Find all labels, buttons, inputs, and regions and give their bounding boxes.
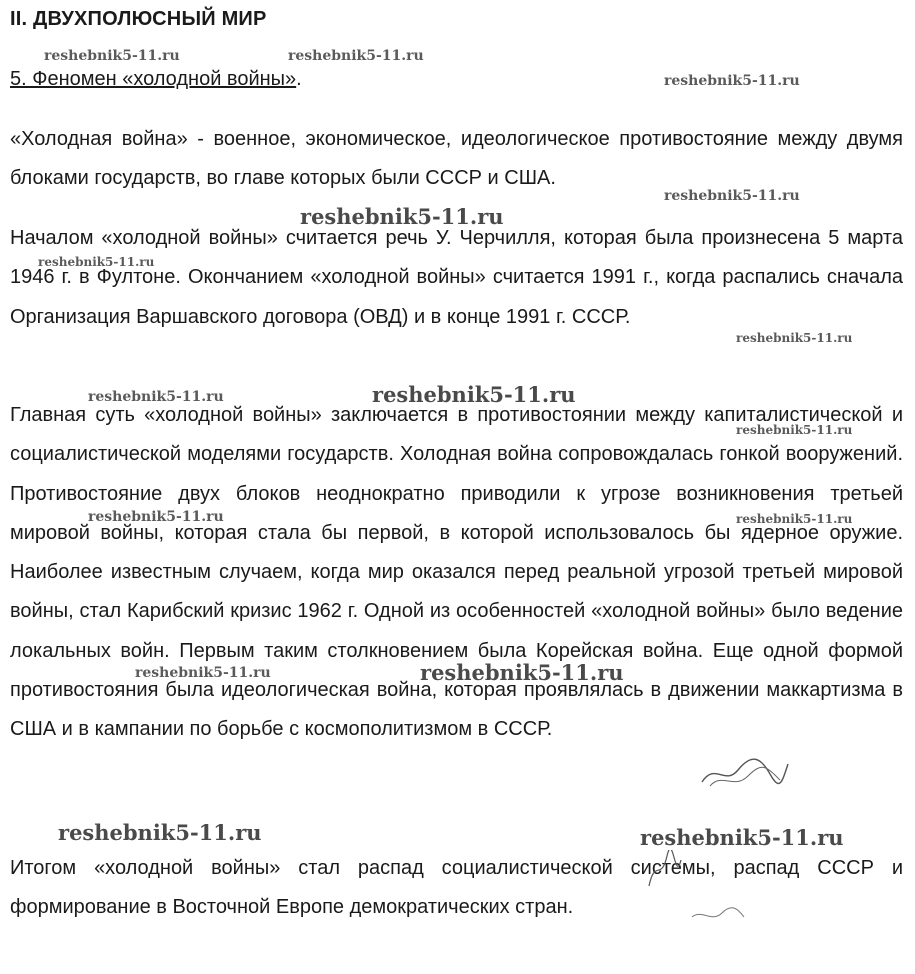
paragraph-definition: «Холодная война» - военное, экономическое, идеологическое противостояние между двумя блоками государств, во главе которых были СССР и США.: [10, 128, 903, 190]
watermark: reshebnik5-11.ru: [736, 512, 853, 526]
paragraph-essence: Главная суть «холодной войны» заключается в противостоянии между капиталистической и социалистической моделями государств. Холодная война сопровождалась гонкой вооружений. Противостояние двух блоков неоднократно приводили к угрозе возникновения третьей мировой войны, которая стала бы первой, в которой использовалось бы ядерное оружие. Наиболее известным случаем, когда мир оказался перед реальной угрозой третьей мировой войны, стал Карибский кризис 1962 г. Одной из особенностей «холодной войны» было ведение локальных войн. Первым таким столкновением была Корейская война. Еще одной формой противостояния была идеологическая война, которая проявлялась в движении маккартизма в США и в кампании по борьбе с космополитизмом в СССР.: [10, 404, 903, 741]
watermark: reshebnik5-11.ru: [372, 382, 576, 407]
watermark: reshebnik5-11.ru: [288, 48, 424, 64]
watermark: reshebnik5-11.ru: [664, 73, 800, 89]
paragraph-result: Итогом «холодной войны» стал распад социалистической системы, распад СССР и формирование в Восточной Европе демократических стран.: [10, 857, 903, 919]
watermark: reshebnik5-11.ru: [664, 188, 800, 204]
topic-label: 5. Феномен «холодной войны»: [10, 68, 297, 90]
watermark: reshebnik5-11.ru: [420, 660, 624, 685]
watermark: reshebnik5-11.ru: [38, 255, 155, 269]
paragraph-chronology: Началом «холодной войны» считается речь У. Черчилля, которая была произнесена 5 марта 1946 г. в Фултоне. Окончанием «холодной войны» считается 1991 г., когда распались сначала Организация Варшавского договора (ОВД) и в конце 1991 г. СССР.: [10, 227, 903, 328]
section-title: II. ДВУХПОЛЮСНЫЙ МИР: [10, 8, 267, 30]
watermark: reshebnik5-11.ru: [135, 665, 271, 681]
topic-heading: [10, 68, 302, 91]
watermark: reshebnik5-11.ru: [736, 331, 853, 345]
watermark: reshebnik5-11.ru: [58, 820, 262, 845]
watermark: reshebnik5-11.ru: [640, 825, 844, 850]
watermark: reshebnik5-11.ru: [88, 389, 224, 405]
scribble-mark: [700, 752, 790, 792]
watermark: reshebnik5-11.ru: [44, 48, 180, 64]
watermark: reshebnik5-11.ru: [300, 204, 504, 229]
topic-end: .: [296, 68, 302, 90]
watermark: reshebnik5-11.ru: [736, 423, 853, 437]
watermark: reshebnik5-11.ru: [88, 509, 224, 525]
